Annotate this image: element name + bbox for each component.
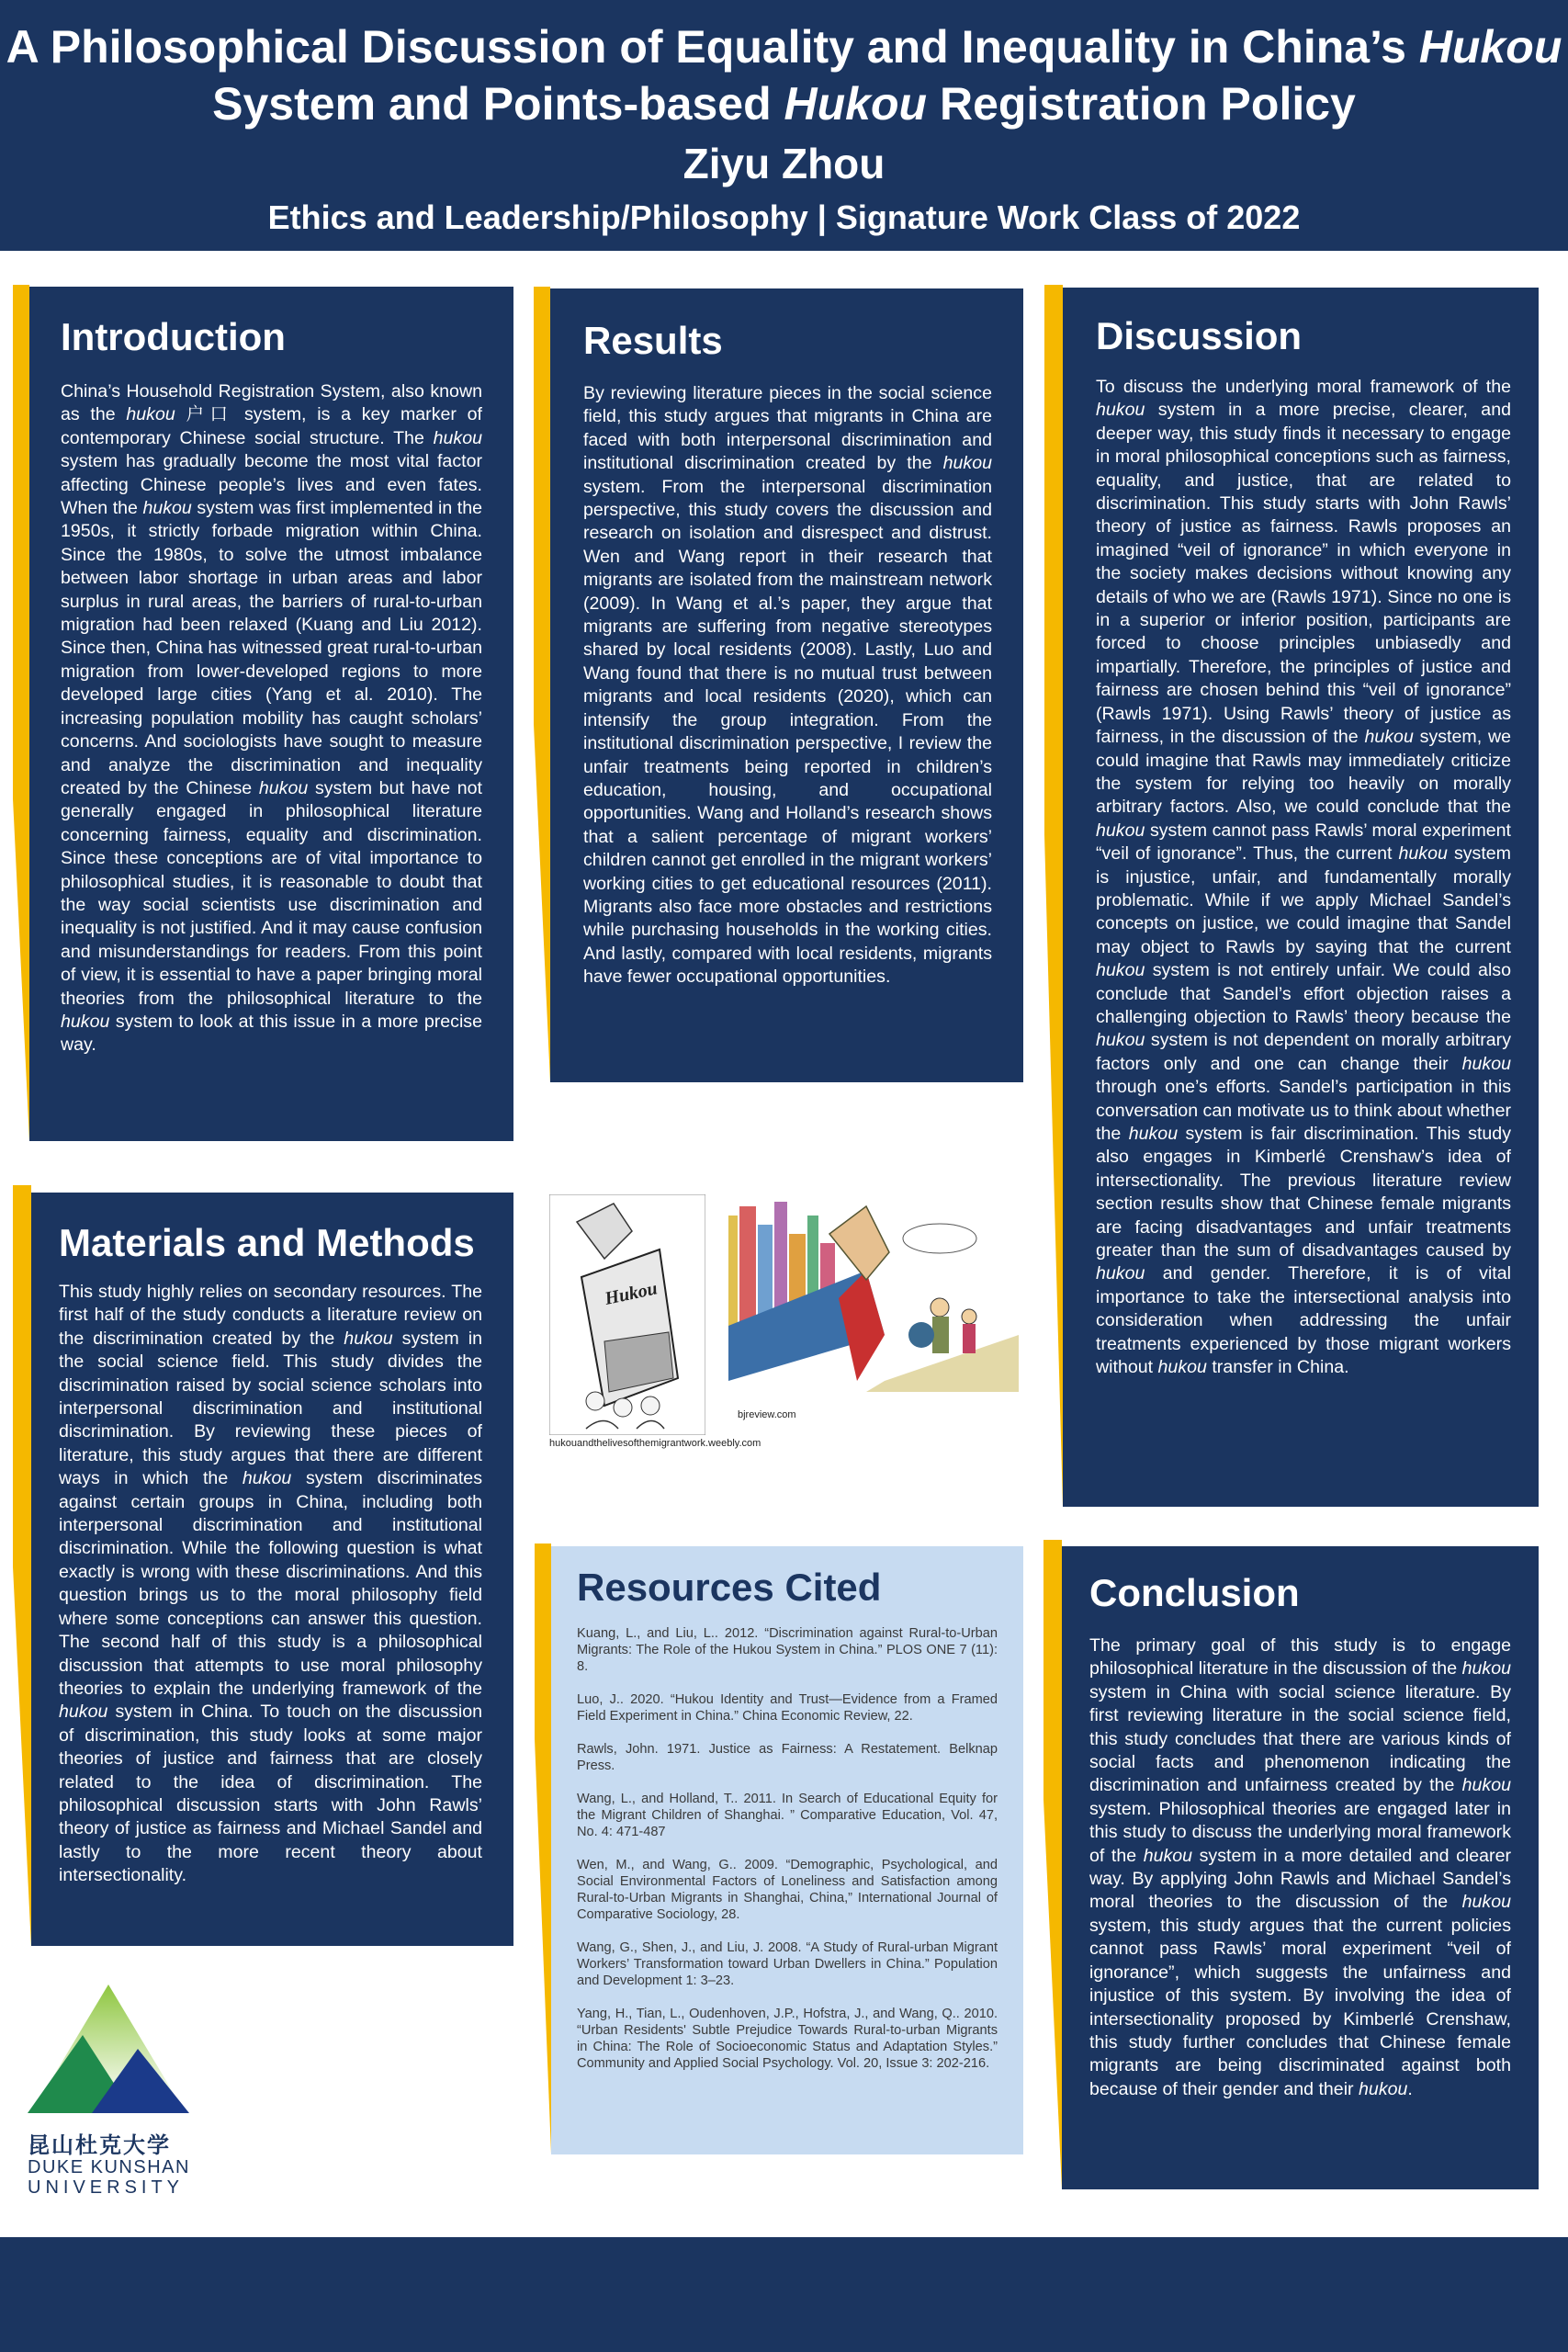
author-name: Ziyu Zhou (682, 140, 886, 187)
introduction-panel (29, 287, 513, 1141)
conclusion-accent-bar (1043, 1540, 1062, 2189)
reference-item: Wen, M., and Wang, G.. 2009. “Demographic, Psychological, and Social Environmental Factors of Loneliness and Satisfaction among Rural-to-Urban Migrants in Shanghai, China,” International Journal of Comparative Sociology, 28. (577, 1858, 998, 1922)
poster-header (0, 0, 1568, 251)
poster-title-line-1 (0, 18, 1568, 75)
conclusion-text: The primary goal of this study is to engage philosophical literature in the discussion of the hukou system in China with social science literature. By first reviewing literature in the social science field, this study concludes that there are various kinds of social facts and phenomenon indicating the discrimination and unfairness created by the hukou system. Philosophical theories are engaged later in this study to discuss the underlying moral framework of the hukou system in a more detailed and clearer way. By applying John Rawls and Michael Sandel’s moral theories to the discussion of the hukou system, this study argues that the current policies cannot pass Rawls’ moral experiment “veil of ignorance”, which suggests the unfairness and injustice of this system. By involving the idea of intersectionality proposed by Kimberlé Crenshaw, this study further concludes that Chinese female migrants are being discriminated against both because of their gender and their hukou. (1089, 1635, 1511, 2099)
dku-logo-icon (28, 1984, 189, 2115)
hukou-cartoon-image (549, 1194, 705, 1435)
resources-heading: Resources Cited (577, 1566, 882, 1609)
title-italic-hukou: Hukou (784, 78, 928, 130)
dku-logo-mark (28, 1984, 189, 2115)
dku-logo-line-1: DUKE KUNSHAN (28, 2157, 190, 2177)
conclusion-panel (1062, 1546, 1539, 2189)
discussion-accent-bar (1044, 285, 1063, 1507)
figure-caption-2: bjreview.com (738, 1409, 796, 1420)
discussion-panel (1063, 288, 1539, 1507)
dku-logo-line-2: UNIVERSITY (28, 2177, 185, 2198)
discussion-body (1096, 376, 1511, 1379)
title-italic-hukou: Hukou (1418, 21, 1562, 73)
hukou-cartoon-label: Hukou (603, 1278, 660, 1309)
title-text: A Philosophical Discussion of Equality and Inequality in China’s (6, 21, 1419, 73)
reference-item: Luo, J.. 2020. “Hukou Identity and Trust—Evidence from a Framed Field Experiment in China.” China Economic Review, 22. (577, 1692, 998, 1724)
results-text: By reviewing literature pieces in the social science field, this study argues that migrants in China are faced with both interpersonal discrimination and institutional discrimination created by the hukou system. From the interpersonal discrimination perspective, this study covers the discussion and research on isolation and disrespect and distrust. Wen and Wang report in their research that migrants are isolated from the mainstream network (2009). In Wang et al.’s paper, they argue that migrants are suffering from negative stereotypes shared by local residents (2008). Lastly, Luo and Wang found that there is no mutual trust between migrants and local residents (2020), which can intensify the group integration. From the institutional discrimination perspective, I review the unfair treatments being reported in children’s education, housing, and occupational opportunities. Wang and Holland’s research shows that a salient percentage of migrant workers’ children cannot get enrolled in the migrant workers’ working cities to get educational resources (2011). Migrants also face more obstacles and restrictions while purchasing households in the working cities. And lastly, compared with local residents, migrants have fewer occupational opportunities. (583, 383, 992, 988)
reference-item: Rawls, John. 1971. Justice as Fairness: A Restatement. Belknap Press. (577, 1742, 998, 1773)
materials-text: This study highly relies on secondary resources. The first half of the study conducts a literature review on the discrimination created by the hukou system in the social science field. This study divides the discrimination raised by social science scholars into interpersonal discrimination and institutional discrimination. By reviewing these pieces of literature, this study argues that there are different ways in which the hukou system discriminates against certain groups in China, including both interpersonal discrimination and institutional discrimination. While the following question is what exactly is wrong with these discriminations. And this question brings us to the moral philosophy field where some conceptions can answer this question. The second half of this study is a philosophical discussion that attempts to use moral philosophy theories to explain the underlying framework of the hukou system in China. To touch on the discussion of discrimination, this study looks at some major theories of justice and fairness that are closely related to the idea of discrimination. The philosophical discussion starts with John Rawls’ theory of justice as fairness and Michael Sandel and lastly to the more recent theory about intersectionality. (59, 1282, 482, 1886)
reference-item: Wang, L., and Holland, T.. 2011. In Search of Educational Equity for the Migrant Children of Shanghai. ” Comparative Education, Vol. 47, No. 4: 471-487 (577, 1792, 998, 1839)
conclusion-body (1089, 1634, 1511, 2101)
resources-list (577, 1625, 998, 2072)
introduction-heading: Introduction (61, 315, 286, 358)
figure-caption-1: hukouandthelivesofthemigrantwork.weebly.com (549, 1438, 761, 1449)
discussion-text: To discuss the underlying moral framework of the hukou system in a more precise, clearer, and deeper way, this study finds it necessary to engage in moral philosophical conceptions such as fairness, equality, and justice, that are related to discrimination. This study starts with John Rawls’ theory of justice as fairness. Rawls proposes an imagined “veil of ignorance” in which everyone in the society makes decisions without knowing any details of who we are (Rawls 1971). Since no one is in a superior or inferior position, participants are forced to choose principles unbiasedly and impartially. Therefore, the principles of justice and fairness are chosen behind this “veil of ignorance” (Rawls 1971). Using Rawls’ theory of justice as fairness, in the discussion of the hukou system, we could imagine that Rawls may immediately criticize the system for relying too heavily on morally arbitrary factors. Also, we could conclude that the hukou system cannot pass Rawls’ moral experiment “veil of ignorance”. Thus, the current hukou system is injustice, unfair, and fundamentally morally problematic. While if we apply Michael Sandel’s concepts on justice, we could imagine that Sandel may object to Rawls by saying that the current hukou system is not entirely unfair. We could also conclude that Sandel’s effort objection raises a challenging objection to Rawls’ theory because the hukou system is not dependent on morally arbitrary factors only and one can change their hukou through one’s efforts. Sandel’s participation in this conversation can motivate us to think about whether the hukou system is fair discrimination. This study also engages in Kimberlé Crenshaw’s idea of intersectionality. The previous literature review section results show that Chinese female migrants are facing disadvantages and unfair treatments greater than the sum of disadvantages caused by hukou and gender. Therefore, it is of vital importance to take the intersectional analysis into consideration when addressing the unfair treatments experienced by those migrant workers without hukou transfer in China. (1096, 377, 1512, 1378)
reference-item: Kuang, L., and Liu, L.. 2012. “Discrimination against Rural-to-Urban Migrants: The Role of the Hukou System in China.” PLOS ONE 7 (11): 8. (577, 1626, 998, 1674)
introduction-accent-bar (13, 285, 29, 1141)
materials-panel (31, 1193, 513, 1946)
conclusion-heading: Conclusion (1089, 1571, 1300, 1614)
footer-band (0, 2237, 1568, 2352)
affiliation: Ethics and Leadership/Philosophy | Signature Work Class of 2022 (267, 198, 1301, 236)
discussion-heading: Discussion (1096, 314, 1303, 357)
results-panel (550, 288, 1023, 1082)
migrant-cartoon-image (728, 1197, 1019, 1392)
title-text: Registration Policy (927, 78, 1356, 130)
introduction-text: China’s Household Registration System, also known as the hukou 户口 system, is a key marker of contemporary Chinese social structure. The hukou system has gradually become the most vital factor affecting Chinese people’s lives and even fates. When the hukou system was first implemented in the 1950s, it strictly forbade migration within China. Since the 1980s, to solve the utmost imbalance between labor shortage in urban areas and labor surplus in rural areas, the barriers of rural-to-urban migration had been relaxed (Kuang and Liu 2012). Since then, China has witnessed great rural-to-urban migration from lower-developed regions to more developed large cities (Yang et al. 2010). The increasing population mobility has caught scholars’ concerns. And sociologists have sought to measure and analyze the discrimination and inequality created by the Chinese hukou system but have not generally engaged in philosophical literature concerning fairness, equality and discrimination. Since these conceptions are of vital importance to philosophical studies, it is reasonable to doubt that the way social scientists use discrimination and inequality is not justified. And it may cause confusion and misunderstandings for readers. From this point of view, it is essential to have a paper bringing moral theories from the philosophical literature to the hukou system to look at this issue in a more precise way. (61, 381, 483, 1056)
migrant-cartoon-drawing (728, 1197, 1019, 1392)
results-heading: Results (583, 319, 723, 362)
reference-item: Wang, G., Shen, J., and Liu, J. 2008. “A Study of Rural-urban Migrant Workers’ Transformation toward Urban Dwellers in China.” Population and Development 1: 3–23. (577, 1940, 998, 1988)
hukou-cartoon-drawing (549, 1194, 705, 1435)
reference-item: Yang, H., Tian, L., Oudenhoven, J.P., Hofstra, J., and Wang, Q.. 2010. “Urban Residents' Subtle Prejudice Towards Rural-to-urban Migrants in China: The Role of Socioeconomic Status and Adaptation Styles.” Community and Applied Social Psychology. Vol. 20, Issue 3: 202-216. (577, 2007, 998, 2071)
title-text: System and Points-based (212, 78, 784, 130)
results-body (583, 382, 992, 989)
introduction-body (61, 380, 482, 1057)
materials-body (59, 1281, 482, 1888)
resources-accent-bar (535, 1544, 551, 2154)
resources-panel (551, 1546, 1023, 2154)
materials-heading: Materials and Methods (59, 1221, 475, 1264)
materials-accent-bar (13, 1185, 31, 1948)
results-accent-bar (534, 287, 550, 1082)
dku-logo-chinese-name: 昆山杜克大学 (28, 2132, 171, 2158)
poster-title-line-2 (0, 75, 1568, 132)
